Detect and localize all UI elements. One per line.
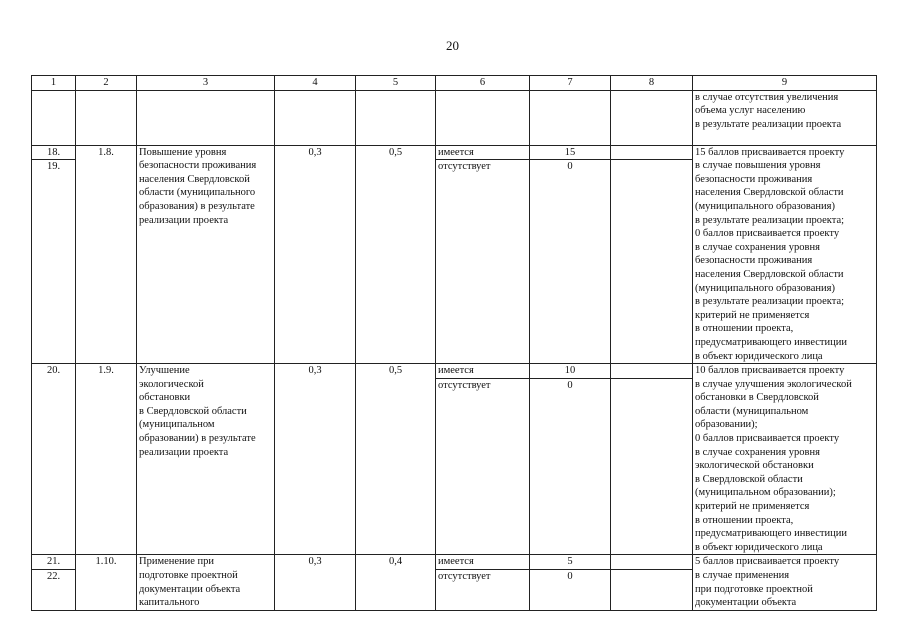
max-weight: 0,4 [356,555,436,610]
option-scores [530,145,611,364]
option-score: 0 [567,161,573,173]
max-weight: 0,5 [356,364,436,555]
criterion-code: 1.9. [76,364,137,555]
option-labels [436,145,530,364]
option-labels [436,364,530,555]
header-row [32,76,877,91]
row-numbers [32,145,76,364]
option-label: имеется [436,364,529,379]
header-cell: 4 [275,76,356,91]
row-numbers [32,555,76,610]
option-label: отсутствует [438,379,491,391]
min-weight: 0,3 [275,364,356,555]
min-weight: 0,3 [275,555,356,610]
header-cell: 8 [611,76,693,91]
row-number: 19. [46,161,61,173]
row-number: 20. [32,364,76,555]
option-score: 0 [567,571,573,582]
description-cell: 15 баллов присваивается проекту в случае повышения уровня безопасности проживания населения Свердловской области (муниципального образования) в результате реализации проекта; 0 баллов присваивается проекту в случае сохранения уровня безопасности проживания населения Свердловской области (муниципального образования) в результате реализации проекта; критерий не применяется в отношении проекта, предусматривающего инвестиции в объект юридического лица [693,145,877,364]
header-cell: 6 [436,76,530,91]
option-label: отсутствует [438,161,491,173]
criteria-table [31,75,877,611]
row-number: 18. [32,146,75,161]
max-weight: 0,5 [356,145,436,364]
criterion-name: Улучшение экологической обстановки в Свердловской области (муниципальном образовании) в результате реализации проекта [137,364,275,555]
row-number: 22. [46,571,61,582]
table-row [32,145,877,364]
header-cell: 1 [32,76,76,91]
header-cell: 7 [530,76,611,91]
option-score: 0 [567,379,573,391]
header-cell: 9 [693,76,877,91]
criterion-name: Повышение уровня безопасности проживания населения Свердловской области (муниципального образования) в результате реализации проекта [137,145,275,364]
description-cell: в случае отсутствия увеличения объема услуг населению в результате реализации проекта [693,90,877,145]
table-row [32,555,877,610]
header-cell: 5 [356,76,436,91]
header-cell: 2 [76,76,137,91]
empty-cell [611,145,693,364]
criterion-code: 1.10. [76,555,137,610]
option-labels [436,555,530,610]
row-number: 21. [32,555,75,570]
option-score: 5 [530,555,610,570]
option-score: 15 [530,146,610,161]
description-cell: 5 баллов присваивается проекту в случае применения при подготовке проектной документации объекта [693,555,877,610]
criterion-code: 1.8. [76,145,137,364]
description-cell: 10 баллов присваивается проекту в случае улучшения экологической обстановки в Свердловской области (муниципальном образовании); 0 баллов присваивается проекту в случае сохранения уровня экологической обстановки в Свердловской области (муниципальном образовании); критерий не применяется в отношении проекта, предусматривающего инвестиции в объект юридического лица [693,364,877,555]
option-label: отсутствует [438,571,491,582]
criterion-name: Применение при подготовке проектной документации объекта капитального [137,555,275,610]
option-label: имеется [436,146,529,161]
option-scores [530,364,611,555]
min-weight: 0,3 [275,145,356,364]
page-number: 20 [446,38,459,53]
empty-cell [611,364,693,555]
table-row-continued [32,90,877,145]
option-scores [530,555,611,610]
option-score: 10 [530,364,610,379]
table-row [32,364,877,555]
option-label: имеется [436,555,529,570]
empty-cell [611,555,693,610]
header-cell: 3 [137,76,275,91]
